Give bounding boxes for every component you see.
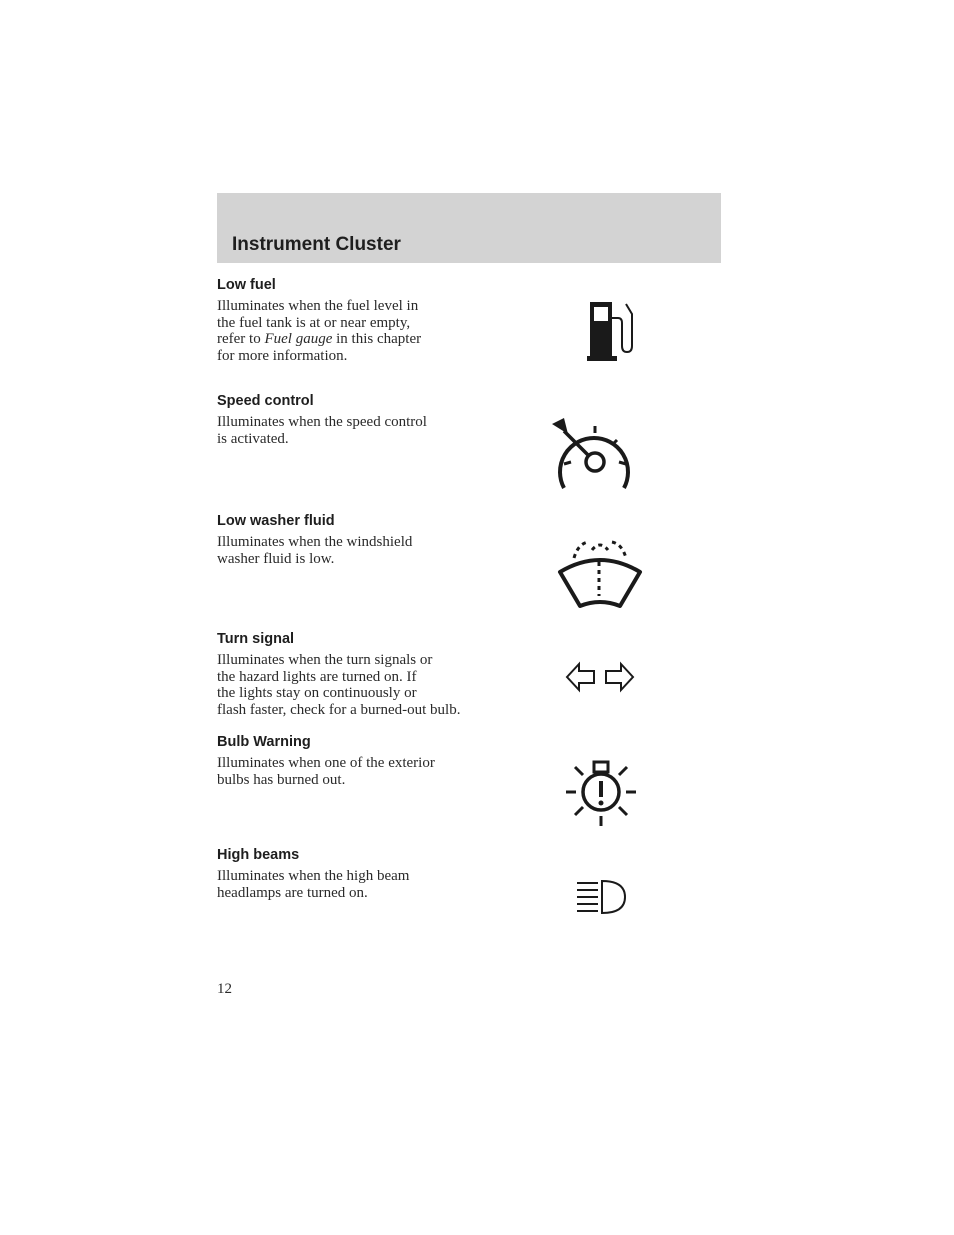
section-body: Illuminates when the speed control is activated. (217, 414, 427, 447)
low-fuel-section (217, 277, 517, 364)
section-header-band (217, 193, 721, 263)
section-body: Illuminates when the windshield washer fluid is low. (217, 534, 413, 567)
page-number: 12 (217, 981, 232, 997)
section-body: Illuminates when the high beam headlamps are turned on. (217, 868, 410, 901)
bulb-warning-section (217, 734, 517, 788)
section-heading: Low washer fluid (217, 513, 335, 529)
washer-fluid-icon (556, 538, 644, 612)
speed-control-icon (548, 416, 638, 494)
section-body (217, 298, 517, 364)
section-heading: Speed control (217, 393, 314, 409)
speed-control-section (217, 393, 517, 447)
fuel-gauge-reference: Fuel gauge (264, 331, 333, 347)
page-title: Instrument Cluster (232, 234, 401, 255)
turn-signal-section (217, 631, 517, 718)
section-heading: Low fuel (217, 277, 276, 293)
section-body: Illuminates when the turn signals or the hazard lights are turned on. If the lights stay on continuously or flash faster, check for a burned-out bulb. (217, 652, 461, 718)
body-text: Illuminates when the fuel level in the fuel tank is at or near empty, refer to (217, 298, 419, 347)
section-heading: Bulb Warning (217, 734, 311, 750)
section-heading: High beams (217, 847, 300, 863)
section-heading: Turn signal (217, 631, 295, 647)
body-text: in this chapter for more information. (217, 331, 422, 364)
fuel-pump-icon (584, 298, 640, 364)
turn-signal-arrows-icon (564, 660, 636, 694)
section-body: Illuminates when one of the exterior bulbs has burned out. (217, 755, 435, 788)
high-beam-icon (574, 878, 630, 916)
low-washer-fluid-section (217, 513, 517, 567)
high-beams-section (217, 847, 517, 901)
bulb-warning-icon (562, 756, 638, 828)
